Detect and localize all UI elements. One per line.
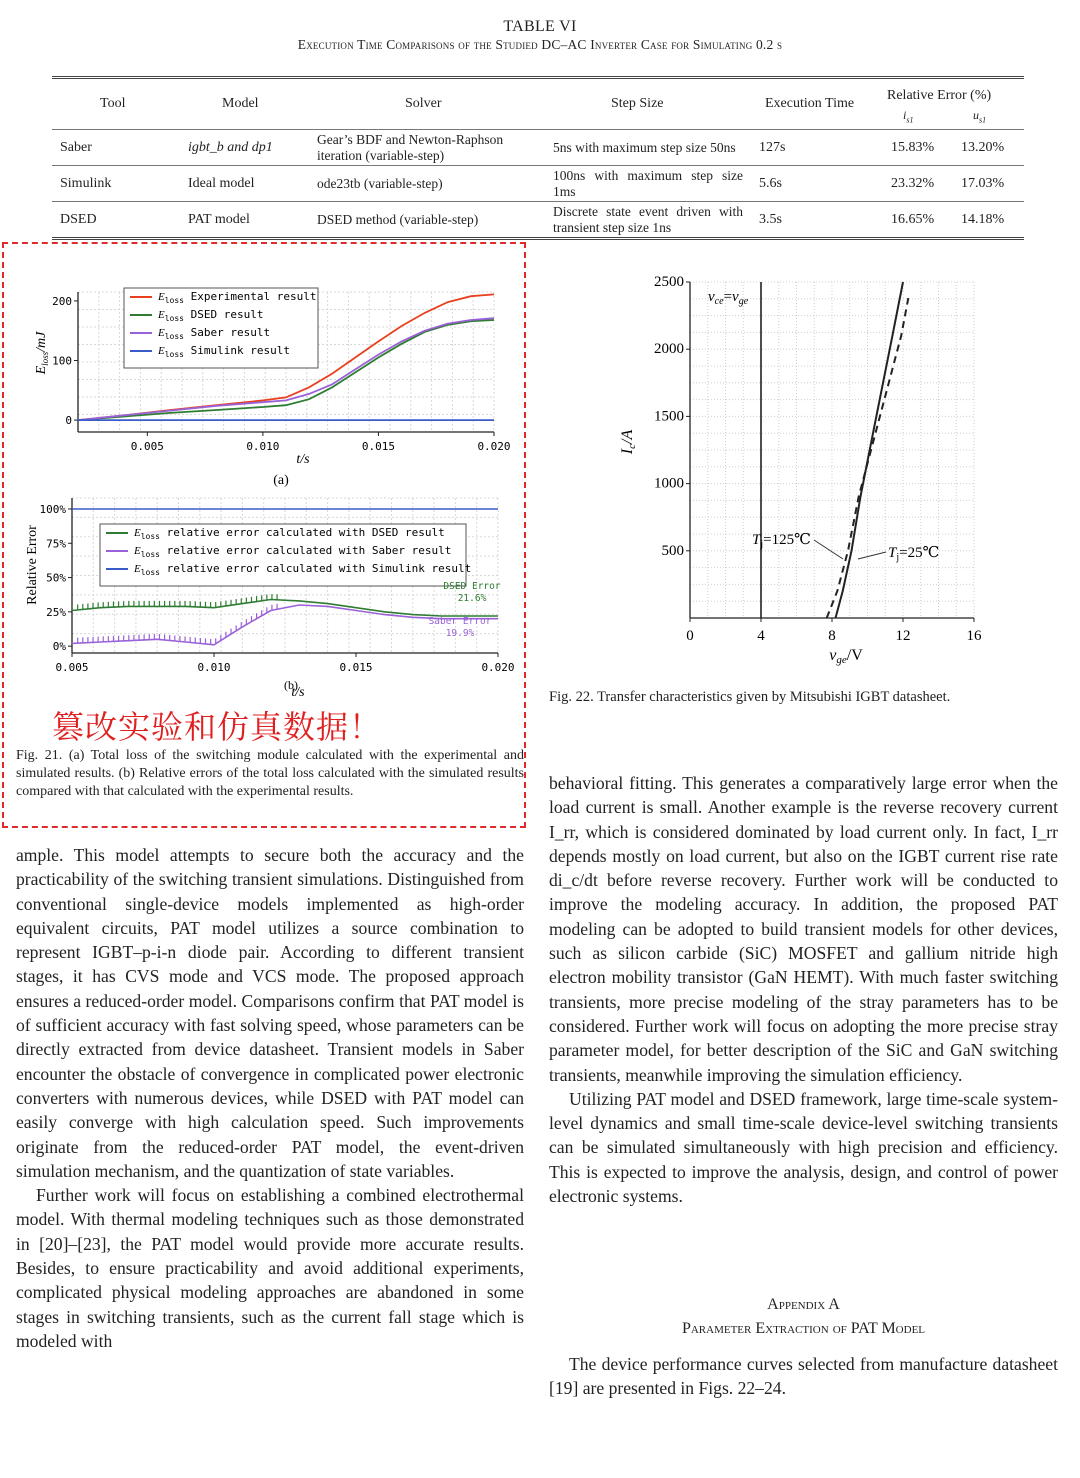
fig21b-chart (14, 490, 519, 702)
appendix-text (549, 1352, 1058, 1401)
execution-time-table (52, 76, 1024, 240)
x-tick-label: 0.010 (246, 440, 280, 453)
cell-us1: 13.20% (953, 130, 1024, 166)
table-row (52, 130, 1024, 166)
cell-tool: Saber (52, 130, 180, 166)
annotation-pointer (858, 552, 886, 559)
cell-model: igbt_b and dp1 (180, 130, 309, 166)
cell-tool: Simulink (52, 166, 180, 202)
cell-tool: DSED (52, 202, 180, 239)
legend-entry: $E_{loss}$ relative error calculated with DSED result (134, 526, 445, 541)
x-tick-label: 12 (895, 628, 911, 644)
x-tick-label: 0.010 (197, 661, 231, 674)
x-tick-label: 0.020 (481, 661, 515, 674)
cell-exec: 127s (751, 130, 883, 166)
x-axis-label: vge/V (829, 647, 863, 666)
y-tick-label: 2000 (654, 341, 684, 358)
subfigure-label: (a) (273, 473, 289, 488)
x-tick-label: 0.005 (130, 440, 164, 453)
cell-exec: 3.5s (751, 202, 883, 239)
right-paragraph-1: behavioral fitting. This generates a comparatively large error when the load current is small. Another example is the reverse recovery current I_rr, which is considered dominated by load current only. In fact, I_rr depends mostly on load current, but also on the IGBT current rise rate di_c/dt before reverse recovery. Further work will be conducted to improve the modeling accuracy. In addition, the proposed PAT modeling can be adopted to build transient models for other devices, such as silicon carbide (SiC) MOSFET and gallium nitride high electron mobility transistor (GaN HEMT). With much faster switching transients, more precise modeling of the stray parameters has to be considered. Further work will focus on adopting the more precise stray parameter model, for better description of the SiC and GaN switching transients, meanwhile improving the simulation efficiency. (549, 773, 1058, 1085)
right-paragraph-2: Utilizing PAT model and DSED framework, large time-scale system-level dynamics and small time-scale device-level switching transients can be simulated simultaneously with high precision and efficiency. This is expected to improve the analysis, design, and control of power electronic systems. (549, 1088, 1058, 1207)
y-tick-label: 200 (52, 294, 72, 308)
header-us1: $u_{s1}$ (973, 108, 987, 125)
tamper-note: 篡改实验和仿真数据！ (52, 708, 383, 746)
annotation-dsed-error: DSED Error (443, 581, 501, 592)
x-tick-label: 0.020 (477, 440, 511, 453)
y-tick-label: 0 (65, 414, 72, 428)
annotation-pointer (814, 540, 843, 559)
cell-is1: 15.83% (883, 130, 953, 166)
table-subtitle: Execution Time Comparisons of the Studied DC–AC Inverter Case for Simulating 0.2 s (297, 37, 783, 52)
cell-step: Discrete state event driven with transient step size 1ns (545, 202, 751, 239)
header-is1: $i_{s1}$ (903, 108, 914, 125)
series-line-0 (836, 282, 904, 618)
chart-legend (124, 288, 318, 368)
chart-legend (100, 524, 471, 586)
right-column (549, 771, 1058, 1208)
cell-step: 5ns with maximum step size 50ns (545, 130, 751, 166)
cell-us1: 17.03% (953, 166, 1024, 202)
cell-is1: 16.65% (883, 202, 953, 239)
cell-us1: 14.18% (953, 202, 1024, 239)
y-tick-label: 0% (52, 640, 66, 654)
legend-entry: $E_{loss}$ Experimental result (158, 290, 317, 305)
fig21-caption: Fig. 21. (a) Total loss of the switching module calculated with the experimental and simulated results. (b) Relative errors of the total loss calculated with the simulated results compared with that calculated with the experimental results. (16, 748, 524, 799)
y-axis-label: $E_{loss}/mJ$ (34, 331, 50, 375)
y-axis-label: Relative Error (25, 525, 40, 605)
table-row (52, 166, 1024, 202)
x-tick-label: 0.015 (361, 440, 396, 453)
chart-grid (690, 282, 974, 618)
y-tick-label: 2500 (654, 274, 684, 290)
cell-solver: ode23tb (variable-step) (309, 166, 545, 202)
x-tick-label: 0.015 (339, 661, 373, 674)
y-tick-label: 75% (46, 537, 66, 551)
annotation-tj-125: $T_j=125℃$ (752, 532, 811, 550)
table-title: TABLE VI (503, 18, 577, 35)
annotation-vce-vge: $v_{ce}=v_{ge}$ (708, 289, 749, 307)
y-axis-label-ic: Ic/A (619, 429, 638, 455)
cell-model: Ideal model (180, 166, 309, 202)
fig21a-chart (14, 280, 519, 490)
left-paragraph-1: ample. This model attempts to secure both the accuracy and the practicability of the switching transient simulations. Distinguished from conventional single-device models implemented as high-order equivalent circuits, PAT model utilizes a source combination to represent IGBT–p-i-n diode pair. According to different transient stages, it has CVS mode and VCS mode. The proposed approach ensures a reduced-order model. Comparisons confirm that PAT model is of sufficient accuracy with fast solving speed, whose parameters can be directly extracted from device datasheet. Transient models in Saber encounter the obstacle of convergence in complicated power electronic converters with numerous devices, while DSED with PAT model can easily converge with high calculation speed. Such improvements originate from the reduced-order PAT model, the event-driven simulation mechanism, and the quantization of state variables. (16, 845, 524, 1181)
y-tick-label: 1500 (654, 408, 684, 425)
appendix-paragraph: The device performance curves selected from manufacture datasheet [19] are presented in Figs. 22–24. (549, 1354, 1058, 1399)
chart-ticks (654, 274, 982, 644)
cell-exec: 5.6s (751, 166, 883, 202)
x-axis-label: t/s (296, 452, 310, 467)
header-step-size: Step Size (545, 78, 751, 130)
annotation-saber-error: Saber Error (428, 616, 492, 627)
header-solver: Solver (309, 78, 545, 130)
y-tick-label: 100 (52, 354, 72, 368)
header-model: Model (180, 78, 309, 130)
header-execution-time: Execution Time (751, 78, 883, 130)
y-tick-label: 25% (46, 605, 66, 619)
x-tick-label: 8 (828, 628, 836, 644)
legend-entry: $E_{loss}$ Saber result (158, 326, 271, 341)
annotation-saber-value: 19.9% (445, 628, 475, 639)
x-tick-label: 0.005 (55, 661, 89, 674)
y-tick-label: 50% (46, 571, 66, 585)
y-tick-label: 500 (661, 542, 684, 559)
appendix-subtitle: Parameter Extraction of PAT Model (681, 1320, 926, 1337)
legend-entry: $E_{loss}$ DSED result (158, 308, 264, 323)
cell-solver: DSED method (variable-step) (309, 202, 545, 239)
x-tick-label: 16 (966, 628, 982, 644)
legend-entry: $E_{loss}$ relative error calculated with Simulink result (134, 562, 472, 577)
left-column (16, 843, 524, 1353)
x-axis-label: t/s (291, 685, 305, 700)
y-tick-label: 100% (39, 502, 66, 516)
cell-is1: 23.32% (883, 166, 953, 202)
x-tick-label: 4 (757, 628, 765, 644)
cell-solver: Gear’s BDF and Newton-Raphson iteration (variable-step) (309, 130, 545, 166)
fig22-chart (600, 262, 1010, 670)
subfigure-label: (b) (284, 678, 298, 692)
annotation-tj-25: $T_j=25℃$ (888, 545, 940, 563)
left-paragraph-2: Further work will focus on establishing a combined electrothermal model. With thermal modeling techniques such as those demonstrated in [20]–[23], the PAT model would provide more accurate results. Besides, to ensure practicability and avoid additional experiments, complicated physical modeling approaches are abandoned in some stages in switching transients, such as the current fall stage which is modeled with (16, 1185, 524, 1351)
legend-entry: $E_{loss}$ Simulink result (158, 344, 290, 359)
appendix-title: Appendix A (767, 1296, 840, 1313)
cell-step: 100ns with maximum step size 1ms (545, 166, 751, 202)
header-tool: Tool (52, 78, 180, 130)
annotation-dsed-value: 21.6% (457, 593, 487, 604)
cell-model: PAT model (180, 202, 309, 239)
header-relative-error: Relative Error (%) (883, 78, 1024, 108)
x-tick-label: 0 (686, 628, 694, 644)
fig22-caption: Fig. 22. Transfer characteristics given by Mitsubishi IGBT datasheet. (549, 689, 951, 705)
legend-entry: $E_{loss}$ relative error calculated with Saber result (134, 544, 452, 559)
y-tick-label: 1000 (654, 475, 684, 492)
table-row (52, 202, 1024, 239)
